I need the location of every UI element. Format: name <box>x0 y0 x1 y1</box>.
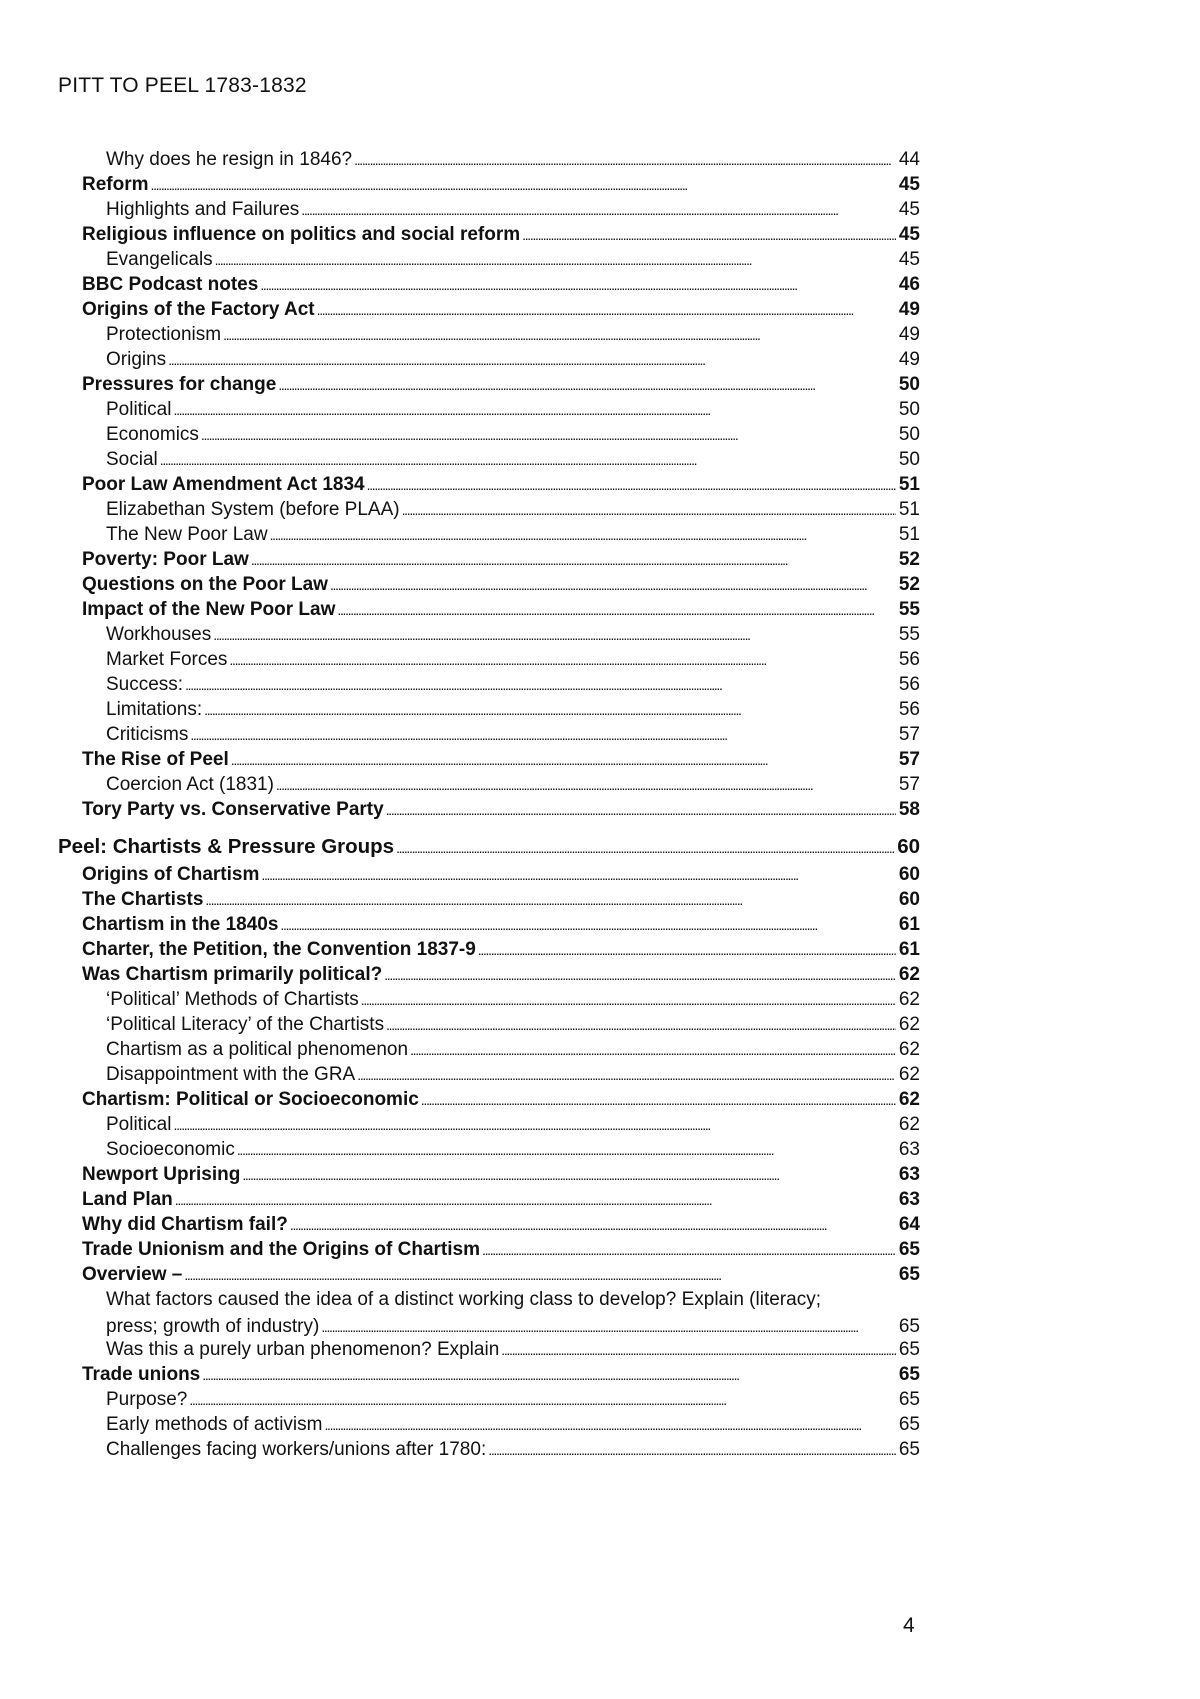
toc-dot-leader <box>354 146 896 173</box>
toc-entry[interactable] <box>82 1086 920 1113</box>
toc-entry-page: 65 <box>898 1439 920 1460</box>
toc-entry-page: 62 <box>898 1039 920 1060</box>
toc-entry-page: 57 <box>898 749 920 770</box>
toc-entry[interactable] <box>82 271 920 298</box>
toc-entry[interactable] <box>82 1361 920 1388</box>
toc-entry-page: 51 <box>898 499 920 520</box>
toc-entry[interactable] <box>82 221 920 248</box>
toc-entry-title: Elizabethan System (before PLAA) <box>106 499 400 520</box>
toc-entry-page: 62 <box>898 989 920 1010</box>
toc-dot-leader <box>202 1361 896 1388</box>
toc-dot-leader <box>151 171 896 198</box>
toc-dot-leader <box>396 833 895 860</box>
toc-entry[interactable] <box>106 196 920 223</box>
toc-entry[interactable] <box>82 746 920 773</box>
toc-entry-title: What factors caused the idea of a distinct working class to develop? Explain (literacy; <box>106 1289 821 1310</box>
toc-dot-leader <box>231 746 896 773</box>
toc-entry-page: 60 <box>897 835 920 858</box>
toc-entry-page: 46 <box>898 274 920 295</box>
toc-dot-leader <box>175 1186 896 1213</box>
toc-entry-page: 57 <box>898 774 920 795</box>
toc-entry-page: 65 <box>898 1316 920 1337</box>
toc-section-heading[interactable] <box>58 833 920 860</box>
toc-entry-page: 50 <box>898 449 920 470</box>
toc-dot-leader <box>301 196 896 223</box>
toc-entry[interactable] <box>82 961 920 988</box>
toc-entry[interactable] <box>82 1161 920 1188</box>
toc-entry[interactable] <box>82 1186 920 1213</box>
toc-entry-page: 61 <box>898 914 920 935</box>
toc-entry[interactable] <box>106 496 920 523</box>
toc-entry-title: Workhouses <box>106 624 212 645</box>
toc-entry[interactable] <box>82 861 920 888</box>
toc-dot-leader <box>168 346 896 373</box>
toc-dot-leader <box>185 671 896 698</box>
toc-entry[interactable] <box>106 1386 920 1413</box>
toc-dot-leader <box>522 221 896 248</box>
toc-entry-title: Poor Law Amendment Act 1834 <box>82 474 365 495</box>
toc-dot-leader <box>190 721 896 748</box>
toc-entry-title: Was this a purely urban phenomenon? Explain <box>106 1339 500 1360</box>
toc-entry-title: Tory Party vs. Conservative Party <box>82 799 384 820</box>
toc-entry[interactable] <box>82 546 920 573</box>
toc-entry-title: Criticisms <box>106 724 189 745</box>
toc-entry[interactable] <box>106 646 920 673</box>
toc-dot-leader <box>270 521 896 548</box>
toc-entry-page: 50 <box>898 399 920 420</box>
toc-dot-leader <box>260 271 896 298</box>
toc-entry[interactable] <box>106 1436 920 1463</box>
toc-entry-page: 65 <box>898 1389 920 1410</box>
toc-entry-page: 49 <box>898 349 920 370</box>
toc-dot-leader <box>261 861 896 888</box>
toc-entry[interactable] <box>82 296 920 323</box>
toc-dot-leader <box>223 321 896 348</box>
toc-entry-title: Reform <box>82 174 149 195</box>
toc-entry-page: 62 <box>898 1064 920 1085</box>
toc-entry-page: 62 <box>898 1014 920 1035</box>
toc-entry-page: 45 <box>898 249 920 270</box>
toc-entry-page: 55 <box>898 599 920 620</box>
toc-dot-leader <box>204 696 896 723</box>
toc-entry-page: 51 <box>898 474 920 495</box>
toc-entry[interactable] <box>82 596 920 623</box>
page-header: PITT TO PEEL 1783-1832 <box>58 74 307 97</box>
toc-dot-leader <box>160 446 896 473</box>
toc-dot-leader <box>215 246 896 273</box>
toc-dot-leader <box>402 496 896 523</box>
toc-entry[interactable] <box>106 621 920 648</box>
toc-entry-page: 64 <box>898 1214 920 1235</box>
toc-entry[interactable] <box>106 1336 920 1363</box>
toc-dot-leader <box>242 1161 896 1188</box>
toc-entry-page: 52 <box>898 574 920 595</box>
toc-entry-title: Challenges facing workers/unions after 1780: <box>106 1439 487 1460</box>
toc-entry-title: Land Plan <box>82 1189 173 1210</box>
toc-entry[interactable] <box>106 1136 920 1163</box>
toc-entry-title: Impact of the New Poor Law <box>82 599 336 620</box>
toc-entry-page: 50 <box>898 374 920 395</box>
toc-dot-leader <box>290 1211 896 1238</box>
toc-entry-title: Chartism as a political phenomenon <box>106 1039 409 1060</box>
toc-entry-title: Poverty: Poor Law <box>82 549 249 570</box>
toc-dot-leader <box>278 371 896 398</box>
toc-entry[interactable] <box>106 696 920 723</box>
toc-entry-title: ‘Political Literacy’ of the Chartists <box>106 1014 385 1035</box>
toc-entry-title: Peel: Chartists & Pressure Groups <box>58 835 395 858</box>
toc-entry-page: 65 <box>898 1264 920 1285</box>
toc-entry-title: Why does he resign in 1846? <box>106 149 353 170</box>
toc-dot-leader <box>237 1136 896 1163</box>
toc-entry[interactable] <box>106 421 920 448</box>
toc-dot-leader <box>317 296 896 323</box>
toc-dot-leader <box>361 986 896 1013</box>
toc-entry-page: 62 <box>898 964 920 985</box>
toc-entry-page: 51 <box>898 524 920 545</box>
toc-entry-title-continued: press; growth of industry) <box>106 1316 320 1337</box>
toc-entry[interactable] <box>82 571 920 598</box>
toc-dot-leader <box>276 771 896 798</box>
toc-dot-leader <box>201 421 896 448</box>
toc-dot-leader <box>367 471 896 498</box>
toc-entry-page: 49 <box>898 299 920 320</box>
toc-entry-page: 62 <box>898 1114 920 1135</box>
toc-entry-title: Charter, the Petition, the Convention 1837-9 <box>82 939 476 960</box>
toc-entry-title: Origins of Chartism <box>82 864 260 885</box>
toc-entry[interactable] <box>106 1061 920 1088</box>
toc-entry-title: Questions on the Poor Law <box>82 574 328 595</box>
toc-entry-page: 62 <box>898 1089 920 1110</box>
toc-dot-leader <box>488 1436 896 1463</box>
toc-entry[interactable] <box>106 1286 920 1340</box>
toc-entry-title: Protectionism <box>106 324 222 345</box>
toc-entry-title: The Chartists <box>82 889 204 910</box>
toc-entry-title: Success: <box>106 674 184 695</box>
toc-entry-page: 65 <box>898 1239 920 1260</box>
toc-entry-page: 50 <box>898 424 920 445</box>
toc-entry-title: Pressures for change <box>82 374 277 395</box>
toc-dot-leader <box>386 796 896 823</box>
toc-entry-title: Economics <box>106 424 199 445</box>
toc-entry-title: Why did Chartism fail? <box>82 1214 288 1235</box>
toc-entry-title: Origins of the Factory Act <box>82 299 315 320</box>
toc-entry[interactable] <box>106 1111 920 1138</box>
toc-dot-leader <box>386 1011 896 1038</box>
toc-dot-leader <box>173 1111 896 1138</box>
toc-dot-leader <box>184 1261 896 1288</box>
toc-entry-title: Trade Unionism and the Origins of Chartism <box>82 1239 480 1260</box>
toc-entry[interactable] <box>106 721 920 748</box>
toc-entry-page: 45 <box>898 174 920 195</box>
toc-entry-page: 58 <box>898 799 920 820</box>
toc-entry[interactable] <box>82 1261 920 1288</box>
toc-dot-leader <box>410 1036 896 1063</box>
toc-dot-leader <box>251 546 896 573</box>
toc-entry-page: 45 <box>898 224 920 245</box>
toc-entry-title: Early methods of activism <box>106 1414 323 1435</box>
page-number: 4 <box>903 1614 915 1637</box>
toc-entry[interactable] <box>106 771 920 798</box>
toc-entry[interactable] <box>106 321 920 348</box>
toc-entry-title: Political <box>106 1114 172 1135</box>
toc-entry-title: The New Poor Law <box>106 524 268 545</box>
toc-dot-leader <box>229 646 896 673</box>
toc-entry-title: Religious influence on politics and social reform <box>82 224 521 245</box>
toc-dot-leader <box>478 936 896 963</box>
toc-entry-title: Evangelicals <box>106 249 213 270</box>
toc-entry-title: Chartism: Political or Socioeconomic <box>82 1089 419 1110</box>
toc-entry-page: 56 <box>898 674 920 695</box>
toc-dot-leader <box>501 1336 896 1363</box>
toc-entry-page: 52 <box>898 549 920 570</box>
toc-dot-leader <box>384 961 896 988</box>
toc-dot-leader <box>213 621 896 648</box>
toc-entry-title: Origins <box>106 349 167 370</box>
toc-entry-page: 60 <box>898 889 920 910</box>
toc-entry[interactable] <box>82 1236 920 1263</box>
toc-entry[interactable] <box>82 796 920 823</box>
toc-entry[interactable] <box>82 936 920 963</box>
toc-entry-title: The Rise of Peel <box>82 749 229 770</box>
toc-entry[interactable] <box>106 446 920 473</box>
toc-entry-title: Disappointment with the GRA <box>106 1064 356 1085</box>
toc-entry-title: Market Forces <box>106 649 228 670</box>
toc-entry-title: Highlights and Failures <box>106 199 300 220</box>
toc-entry[interactable] <box>106 986 920 1013</box>
toc-dot-leader <box>324 1411 896 1438</box>
toc-dot-leader <box>482 1236 896 1263</box>
toc-entry-title: Purpose? <box>106 1389 188 1410</box>
toc-entry-title: Coercion Act (1831) <box>106 774 274 795</box>
toc-entry-page: 60 <box>898 864 920 885</box>
toc-entry[interactable] <box>82 371 920 398</box>
toc-dot-leader <box>421 1086 896 1113</box>
toc-entry-title: Socioeconomic <box>106 1139 235 1160</box>
toc-entry[interactable] <box>106 1411 920 1438</box>
toc-entry-page: 63 <box>898 1164 920 1185</box>
toc-entry-page: 55 <box>898 624 920 645</box>
toc-entry-page: 61 <box>898 939 920 960</box>
toc-entry[interactable] <box>82 886 920 913</box>
toc-entry-page: 63 <box>898 1139 920 1160</box>
toc-entry-title: Newport Uprising <box>82 1164 241 1185</box>
toc-entry[interactable] <box>106 246 920 273</box>
toc-entry-page: 65 <box>898 1364 920 1385</box>
toc-dot-leader <box>205 886 896 913</box>
toc-entry-page: 56 <box>898 649 920 670</box>
toc-dot-leader <box>189 1386 896 1413</box>
toc-entry-page: 44 <box>898 149 920 170</box>
toc-entry-page: 65 <box>898 1339 920 1360</box>
toc-entry-page: 65 <box>898 1414 920 1435</box>
toc-entry[interactable] <box>106 396 920 423</box>
toc-entry-title: Limitations: <box>106 699 203 720</box>
toc-dot-leader <box>330 571 896 598</box>
toc-entry[interactable] <box>82 1211 920 1238</box>
toc-entry-title: Was Chartism primarily political? <box>82 964 383 985</box>
toc-dot-leader <box>173 396 896 423</box>
toc-dot-leader <box>337 596 896 623</box>
toc-entry-page: 45 <box>898 199 920 220</box>
toc-entry[interactable] <box>106 146 920 173</box>
toc-entry-title: Social <box>106 449 158 470</box>
toc-entry-page: 57 <box>898 724 920 745</box>
toc-entry-title: Chartism in the 1840s <box>82 914 279 935</box>
toc-dot-leader <box>357 1061 896 1088</box>
toc-dot-leader <box>280 911 896 938</box>
toc-entry-title: BBC Podcast notes <box>82 274 259 295</box>
toc-entry[interactable] <box>82 471 920 498</box>
toc-entry-page: 49 <box>898 324 920 345</box>
toc-entry[interactable] <box>106 521 920 548</box>
toc-entry-title: Trade unions <box>82 1364 201 1385</box>
toc-entry-title: ‘Political’ Methods of Chartists <box>106 989 359 1010</box>
toc-entry-title: Overview – <box>82 1264 183 1285</box>
toc-entry[interactable] <box>106 346 920 373</box>
toc-entry[interactable] <box>106 1011 920 1038</box>
toc-entry-title: Political <box>106 399 172 420</box>
toc-entry[interactable] <box>82 911 920 938</box>
toc-entry[interactable] <box>106 671 920 698</box>
toc-entry-page: 63 <box>898 1189 920 1210</box>
toc-entry[interactable] <box>82 171 920 198</box>
toc-entry-page: 56 <box>898 699 920 720</box>
toc-entry[interactable] <box>106 1036 920 1063</box>
